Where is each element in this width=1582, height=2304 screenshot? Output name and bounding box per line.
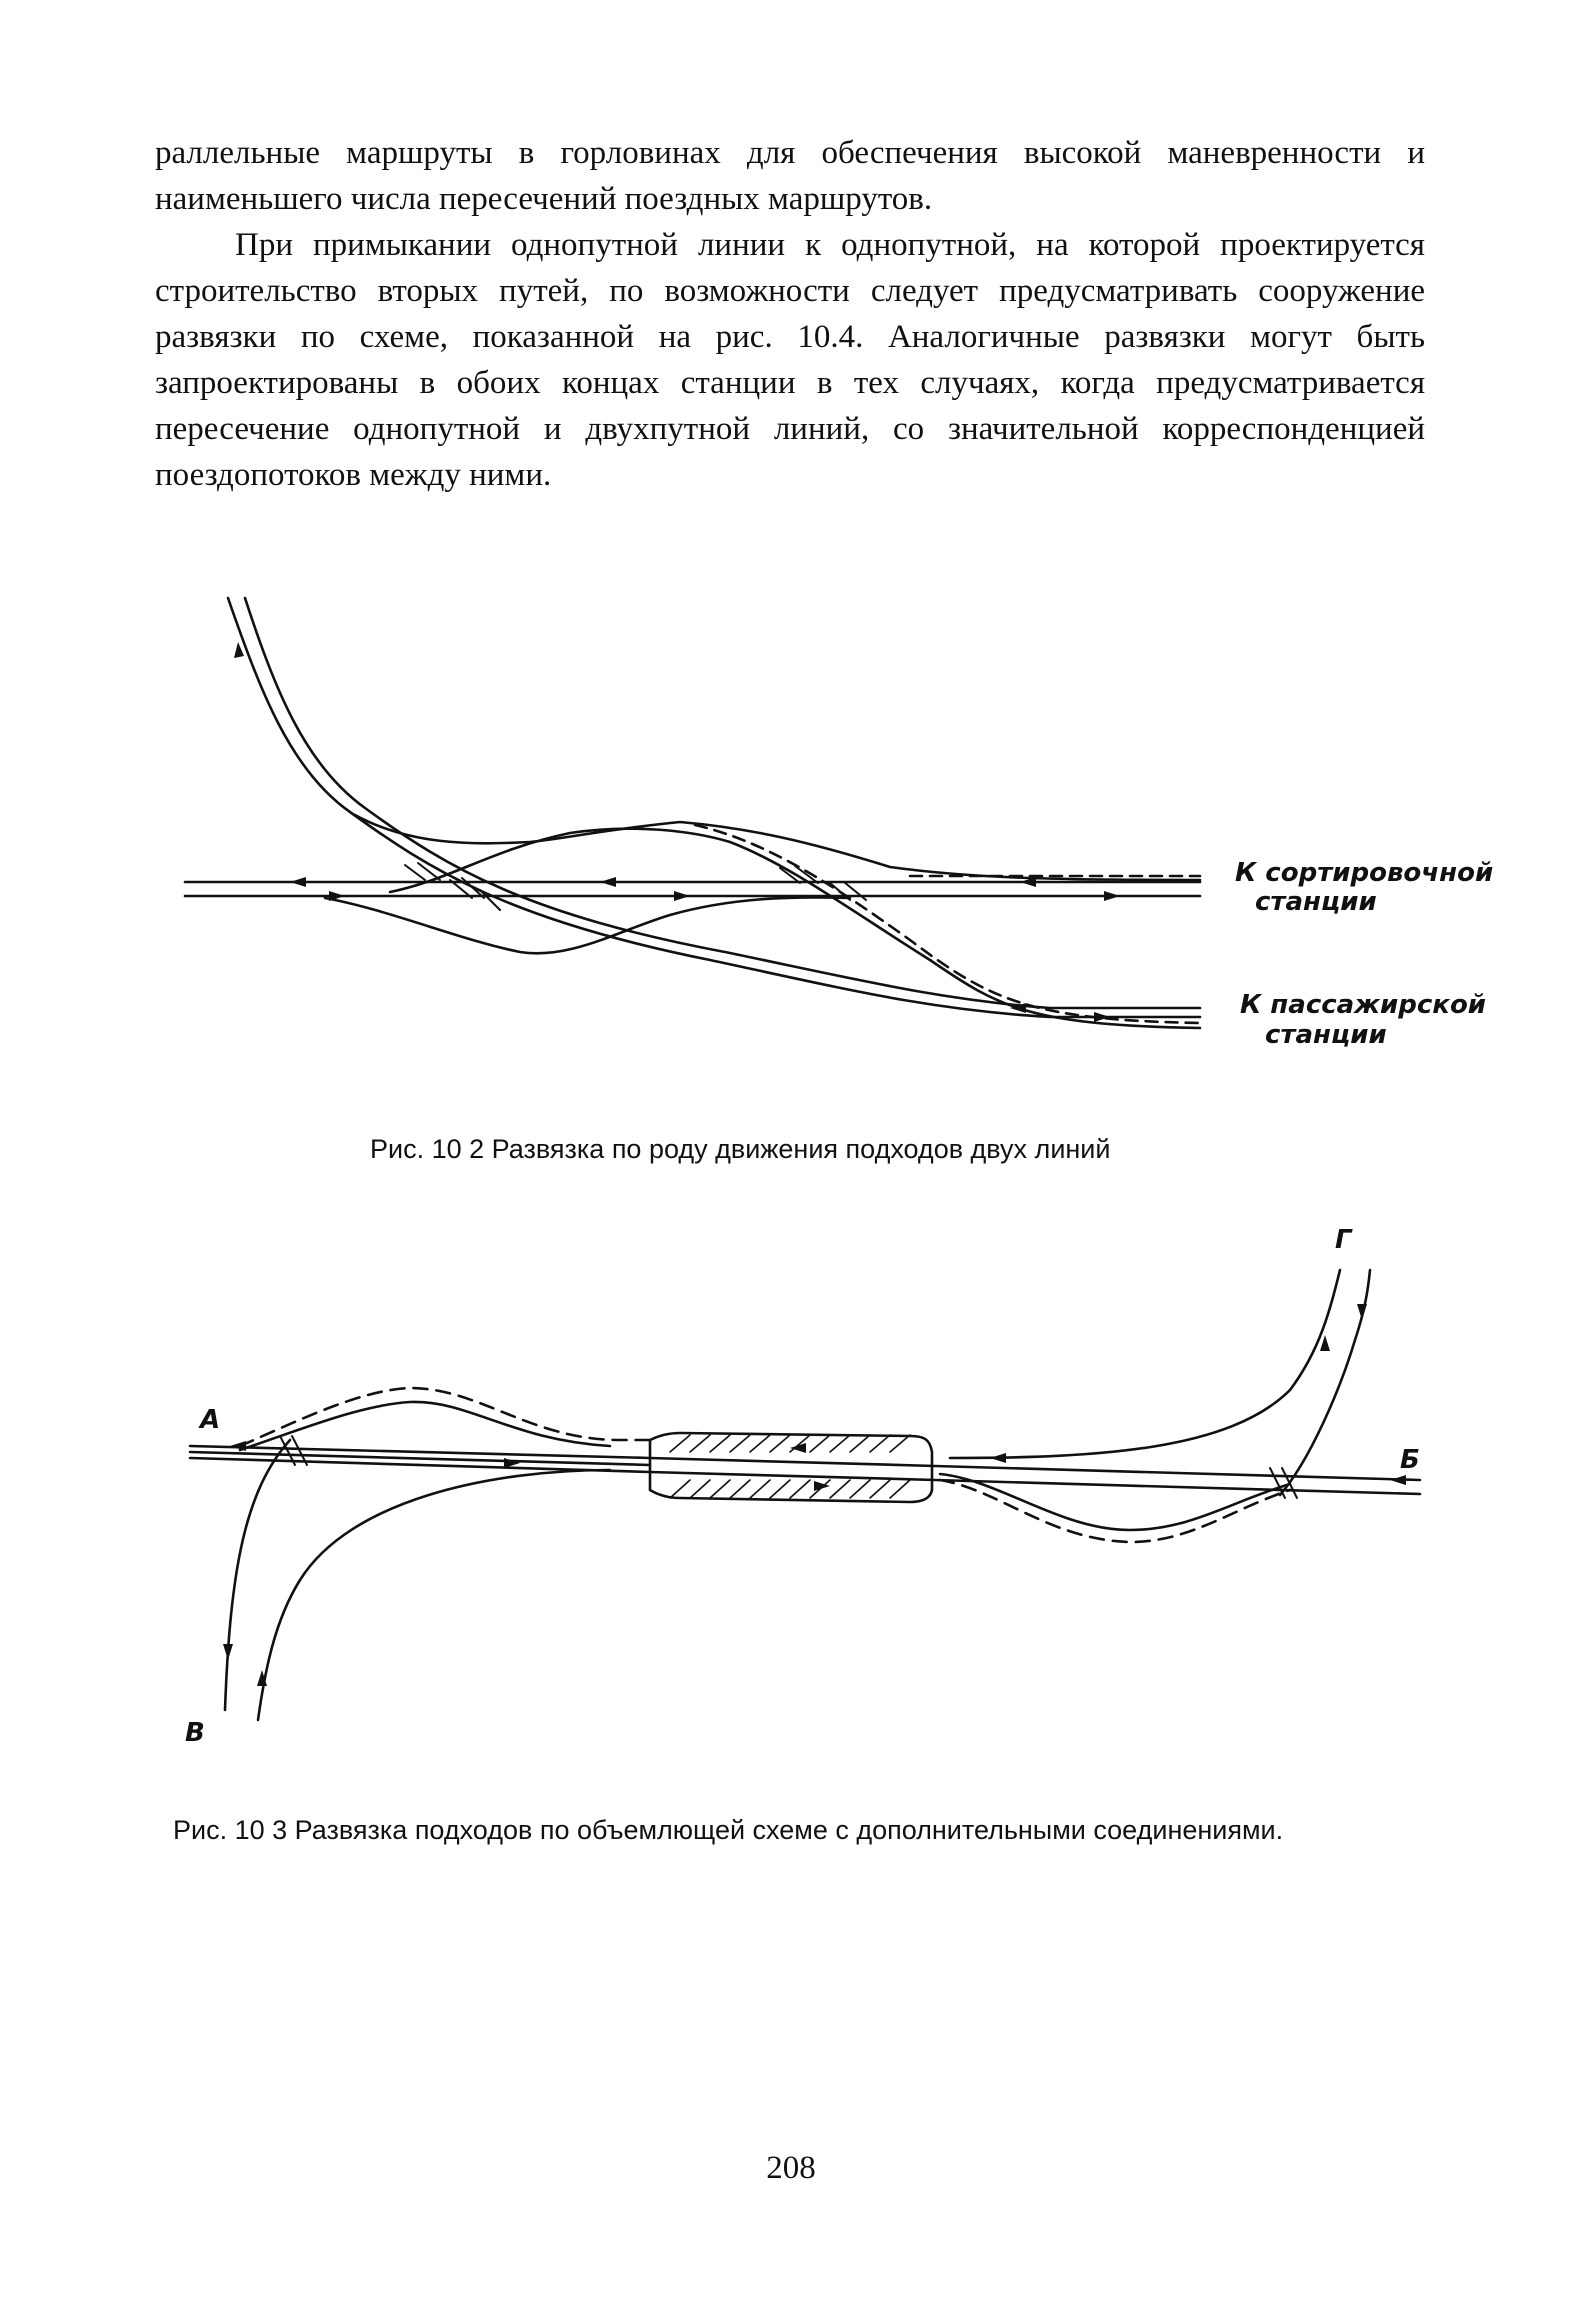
crossing-marks-b	[1270, 1468, 1297, 1498]
label-point-a: А	[200, 1405, 221, 1435]
paragraph-continuation: раллельные маршруты в горловинах для обеспечения высокой маневренности и наименьшего числа пересечений поездных маршрутов.	[155, 135, 1425, 217]
branch-track-b	[245, 598, 1200, 1008]
branch-track-a	[228, 598, 1200, 1017]
figure-10-3-svg	[150, 1240, 1430, 1760]
curve-to-g-inner	[1280, 1270, 1370, 1495]
curve-to-v-inner	[258, 1470, 610, 1720]
curve-to-v-outer	[225, 1440, 290, 1710]
page-number: 208	[766, 2150, 816, 2186]
dashed-route	[695, 825, 1200, 1023]
figure-10-2-caption: Рис. 10 2 Развязка по роду движения подходов двух линий	[370, 1134, 1111, 1164]
paragraph-junction-design: При примыкании однопутной линии к однопутной, на которой проектируется строительство вторых путей, по возможности следует предусматривать сооружение развязки по схеме, показанной на рис. 10.4. Аналогичные развязки могут быть запроектированы в обоих концах станции в тех случаях, когда предусматривается пересечение однопутной и двухпутной линий, со значительной корреспонденцией поездопотоков между ними.	[155, 227, 1425, 493]
label-point-v: В	[185, 1718, 205, 1748]
dashed-bypass-left	[240, 1388, 650, 1446]
label-point-b: Б	[1400, 1445, 1420, 1475]
label-point-g: Г	[1335, 1225, 1352, 1255]
upper-connecting-curve-2	[390, 829, 1200, 1028]
label-to-passenger-station-1: К пассажирской	[1240, 990, 1487, 1020]
lower-loop-curve	[325, 897, 850, 953]
figure-10-2-diagram	[150, 580, 1494, 1100]
label-to-sort-station-2: станции	[1255, 887, 1377, 917]
figure-10-3-diagram	[150, 1225, 1430, 1760]
upper-connecting-curve	[355, 815, 1200, 880]
figure-10-2-svg	[150, 580, 1430, 1100]
main-line-third	[190, 1452, 650, 1465]
label-to-sort-station-1: К сортировочной	[1235, 858, 1494, 888]
curve-to-g-outer	[950, 1270, 1340, 1458]
figure-10-3-caption: Рис. 10 3 Развязка подходов по объемлющей схеме с дополнительными соединениями.	[173, 1815, 1284, 1845]
central-structure	[650, 1433, 932, 1502]
crossing-marks-left	[405, 863, 500, 910]
label-to-passenger-station-2: станции	[1265, 1020, 1387, 1050]
